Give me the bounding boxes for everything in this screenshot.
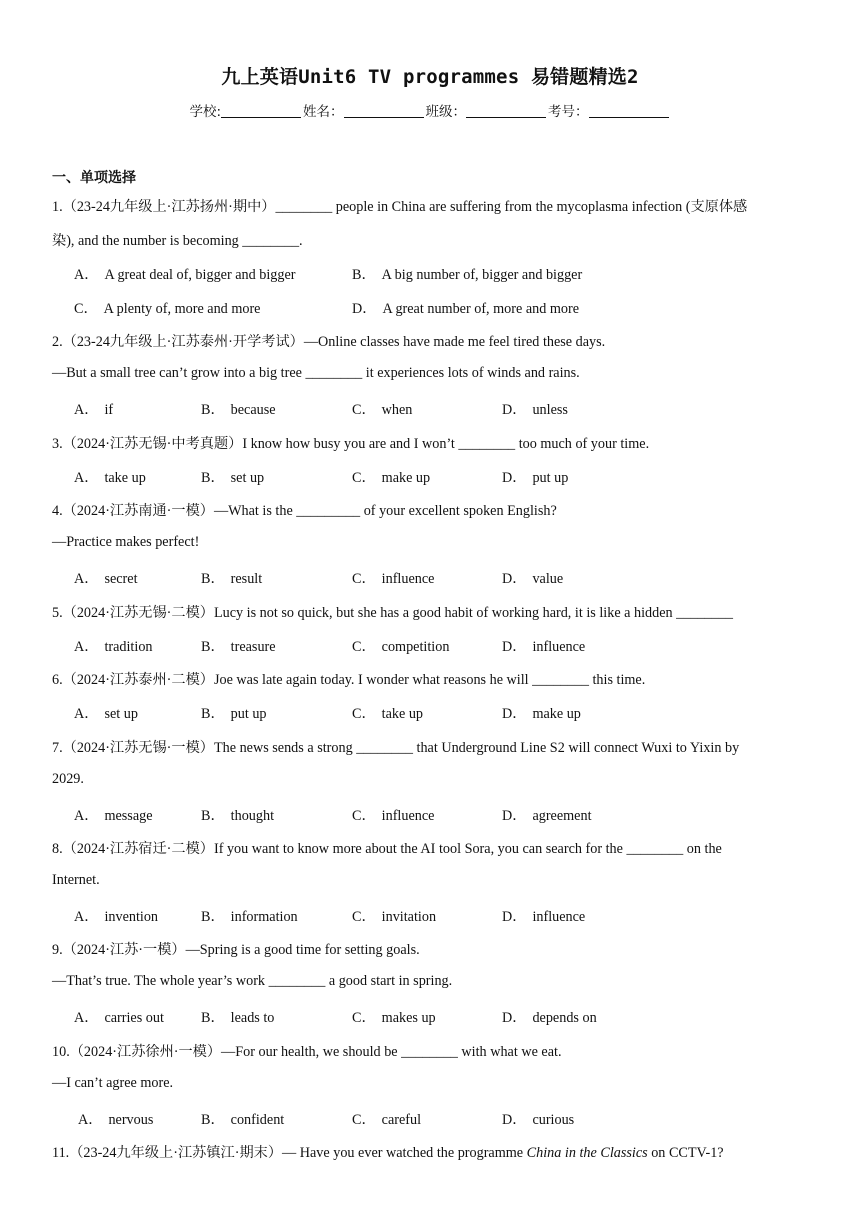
question-3-option-d[interactable]: D． put up (502, 470, 569, 486)
question-1-option-a[interactable]: A． A great deal of, bigger and bigger (74, 267, 296, 283)
question-9-option-b[interactable]: B． leads to (201, 1010, 275, 1026)
name-label: 姓名： (303, 104, 344, 120)
question-1-line-2: 染), and the number is becoming ________. (52, 233, 303, 249)
question-3-option-a[interactable]: A． take up (74, 470, 146, 486)
question-3-option-c[interactable]: C． make up (352, 470, 431, 486)
question-6-option-b[interactable]: B． put up (201, 706, 267, 722)
question-6-option-a[interactable]: A． set up (74, 706, 138, 722)
question-9-option-c[interactable]: C． makes up (352, 1010, 436, 1026)
question-11-line-1 (52, 1142, 724, 1162)
exam-no-label: 考号： (548, 104, 589, 120)
question-8-line-2: Internet. (52, 872, 100, 888)
question-8-option-a[interactable]: A． invention (74, 909, 159, 925)
question-9-option-d[interactable]: D． depends on (502, 1010, 597, 1026)
question-2-line-1: 2.（23-24九年级上·江苏泰州·开学考试）—Online classes have made me feel tired these days. (52, 334, 606, 350)
question-8-option-b[interactable]: B． information (201, 909, 298, 925)
question-4-line-2: —Practice makes perfect! (52, 534, 200, 550)
question-4-option-a[interactable]: A． secret (74, 571, 138, 587)
question-1-option-d[interactable]: D． A great number of, more and more (352, 301, 580, 317)
question-5-option-b[interactable]: B． treasure (201, 639, 276, 655)
name-blank (344, 103, 424, 118)
question-9-line-2: —That’s true. The whole year’s work ________ a good start in spring. (52, 973, 453, 989)
question-10-line-1: 10.（2024·江苏徐州·一模）—For our health, we should be ________ with what we eat. (52, 1044, 562, 1060)
question-7-option-b[interactable]: B． thought (201, 808, 275, 824)
section-heading: 一、单项选择 (52, 170, 136, 186)
question-8-option-c[interactable]: C． invitation (352, 909, 437, 925)
question-1-line-1: 1.（23-24九年级上·江苏扬州·期中）________ people in China are suffering from the mycoplasma infection (支原体感 (52, 199, 748, 215)
question-5-option-d[interactable]: D． influence (502, 639, 586, 655)
question-9-line-1: 9.（2024·江苏·一模）—Spring is a good time for setting goals. (52, 942, 420, 958)
exam-no-blank (589, 103, 669, 118)
question-7-line-1: 7.（2024·江苏无锡·一模）The news sends a strong ________ that Underground Line S2 will connect Wuxi to Yixin by (52, 740, 740, 756)
question-2-option-b[interactable]: B． because (201, 402, 276, 418)
question-7-option-d[interactable]: D． agreement (502, 808, 592, 824)
question-7-option-a[interactable]: A． message (74, 808, 153, 824)
question-10-option-b[interactable]: B． confident (201, 1112, 285, 1128)
question-6-option-d[interactable]: D． make up (502, 706, 581, 722)
student-info-line (0, 100, 860, 120)
class-blank (466, 103, 546, 118)
question-11-suffix: on CCTV-1? (647, 1145, 724, 1161)
question-4-line-1: 4.（2024·江苏南通·一模）—What is the _________ of your excellent spoken English? (52, 503, 557, 519)
question-3-line-1: 3.（2024·江苏无锡·中考真题）I know how busy you are and I won’t ________ too much of your time. (52, 436, 650, 452)
question-1-option-b[interactable]: B． A big number of, bigger and bigger (352, 267, 583, 283)
question-4-option-c[interactable]: C． influence (352, 571, 435, 587)
question-2-option-a[interactable]: A． if (74, 402, 114, 418)
question-11-prefix: 11.（23-24九年级上·江苏镇江·期末）— Have you ever watched the programme (52, 1145, 527, 1161)
school-blank (221, 103, 301, 118)
question-5-line-1: 5.（2024·江苏无锡·二模）Lucy is not so quick, but she has a good habit of working hard, it is like a hidden ________ (52, 605, 733, 621)
question-7-line-2: 2029. (52, 771, 84, 787)
page-title: 九上英语Unit6 TV programmes 易错题精选2 (221, 66, 639, 88)
question-10-line-2: —I can’t agree more. (52, 1075, 174, 1091)
question-2-option-c[interactable]: C． when (352, 402, 413, 418)
class-label: 班级： (425, 104, 467, 120)
question-2-option-d[interactable]: D． unless (502, 402, 568, 418)
question-5-option-c[interactable]: C． competition (352, 639, 450, 655)
question-1-option-c[interactable]: C． A plenty of, more and more (74, 301, 261, 317)
question-9-option-a[interactable]: A． carries out (74, 1010, 164, 1026)
question-6-line-1: 6.（2024·江苏泰州·二模）Joe was late again today. I wonder what reasons he will ________ this time. (52, 672, 646, 688)
question-10-option-c[interactable]: C． careful (352, 1112, 422, 1128)
question-6-option-c[interactable]: C． take up (352, 706, 424, 722)
question-4-option-d[interactable]: D． value (502, 571, 564, 587)
question-2-line-2: —But a small tree can’t grow into a big tree ________ it experiences lots of winds and rains. (52, 365, 580, 381)
question-10-option-d[interactable]: D． curious (502, 1112, 575, 1128)
question-7-option-c[interactable]: C． influence (352, 808, 435, 824)
school-label: 学校: (189, 104, 222, 120)
question-8-option-d[interactable]: D． influence (502, 909, 586, 925)
programme-title: China in the Classics (526, 1145, 648, 1161)
question-8-line-1: 8.（2024·江苏宿迁·二模）If you want to know more about the AI tool Sora, you can search for the ________ on the (52, 841, 722, 857)
question-4-option-b[interactable]: B． result (201, 571, 263, 587)
question-3-option-b[interactable]: B． set up (201, 470, 265, 486)
question-10-option-a[interactable]: A． nervous (78, 1112, 154, 1128)
question-5-option-a[interactable]: A． tradition (74, 639, 153, 655)
